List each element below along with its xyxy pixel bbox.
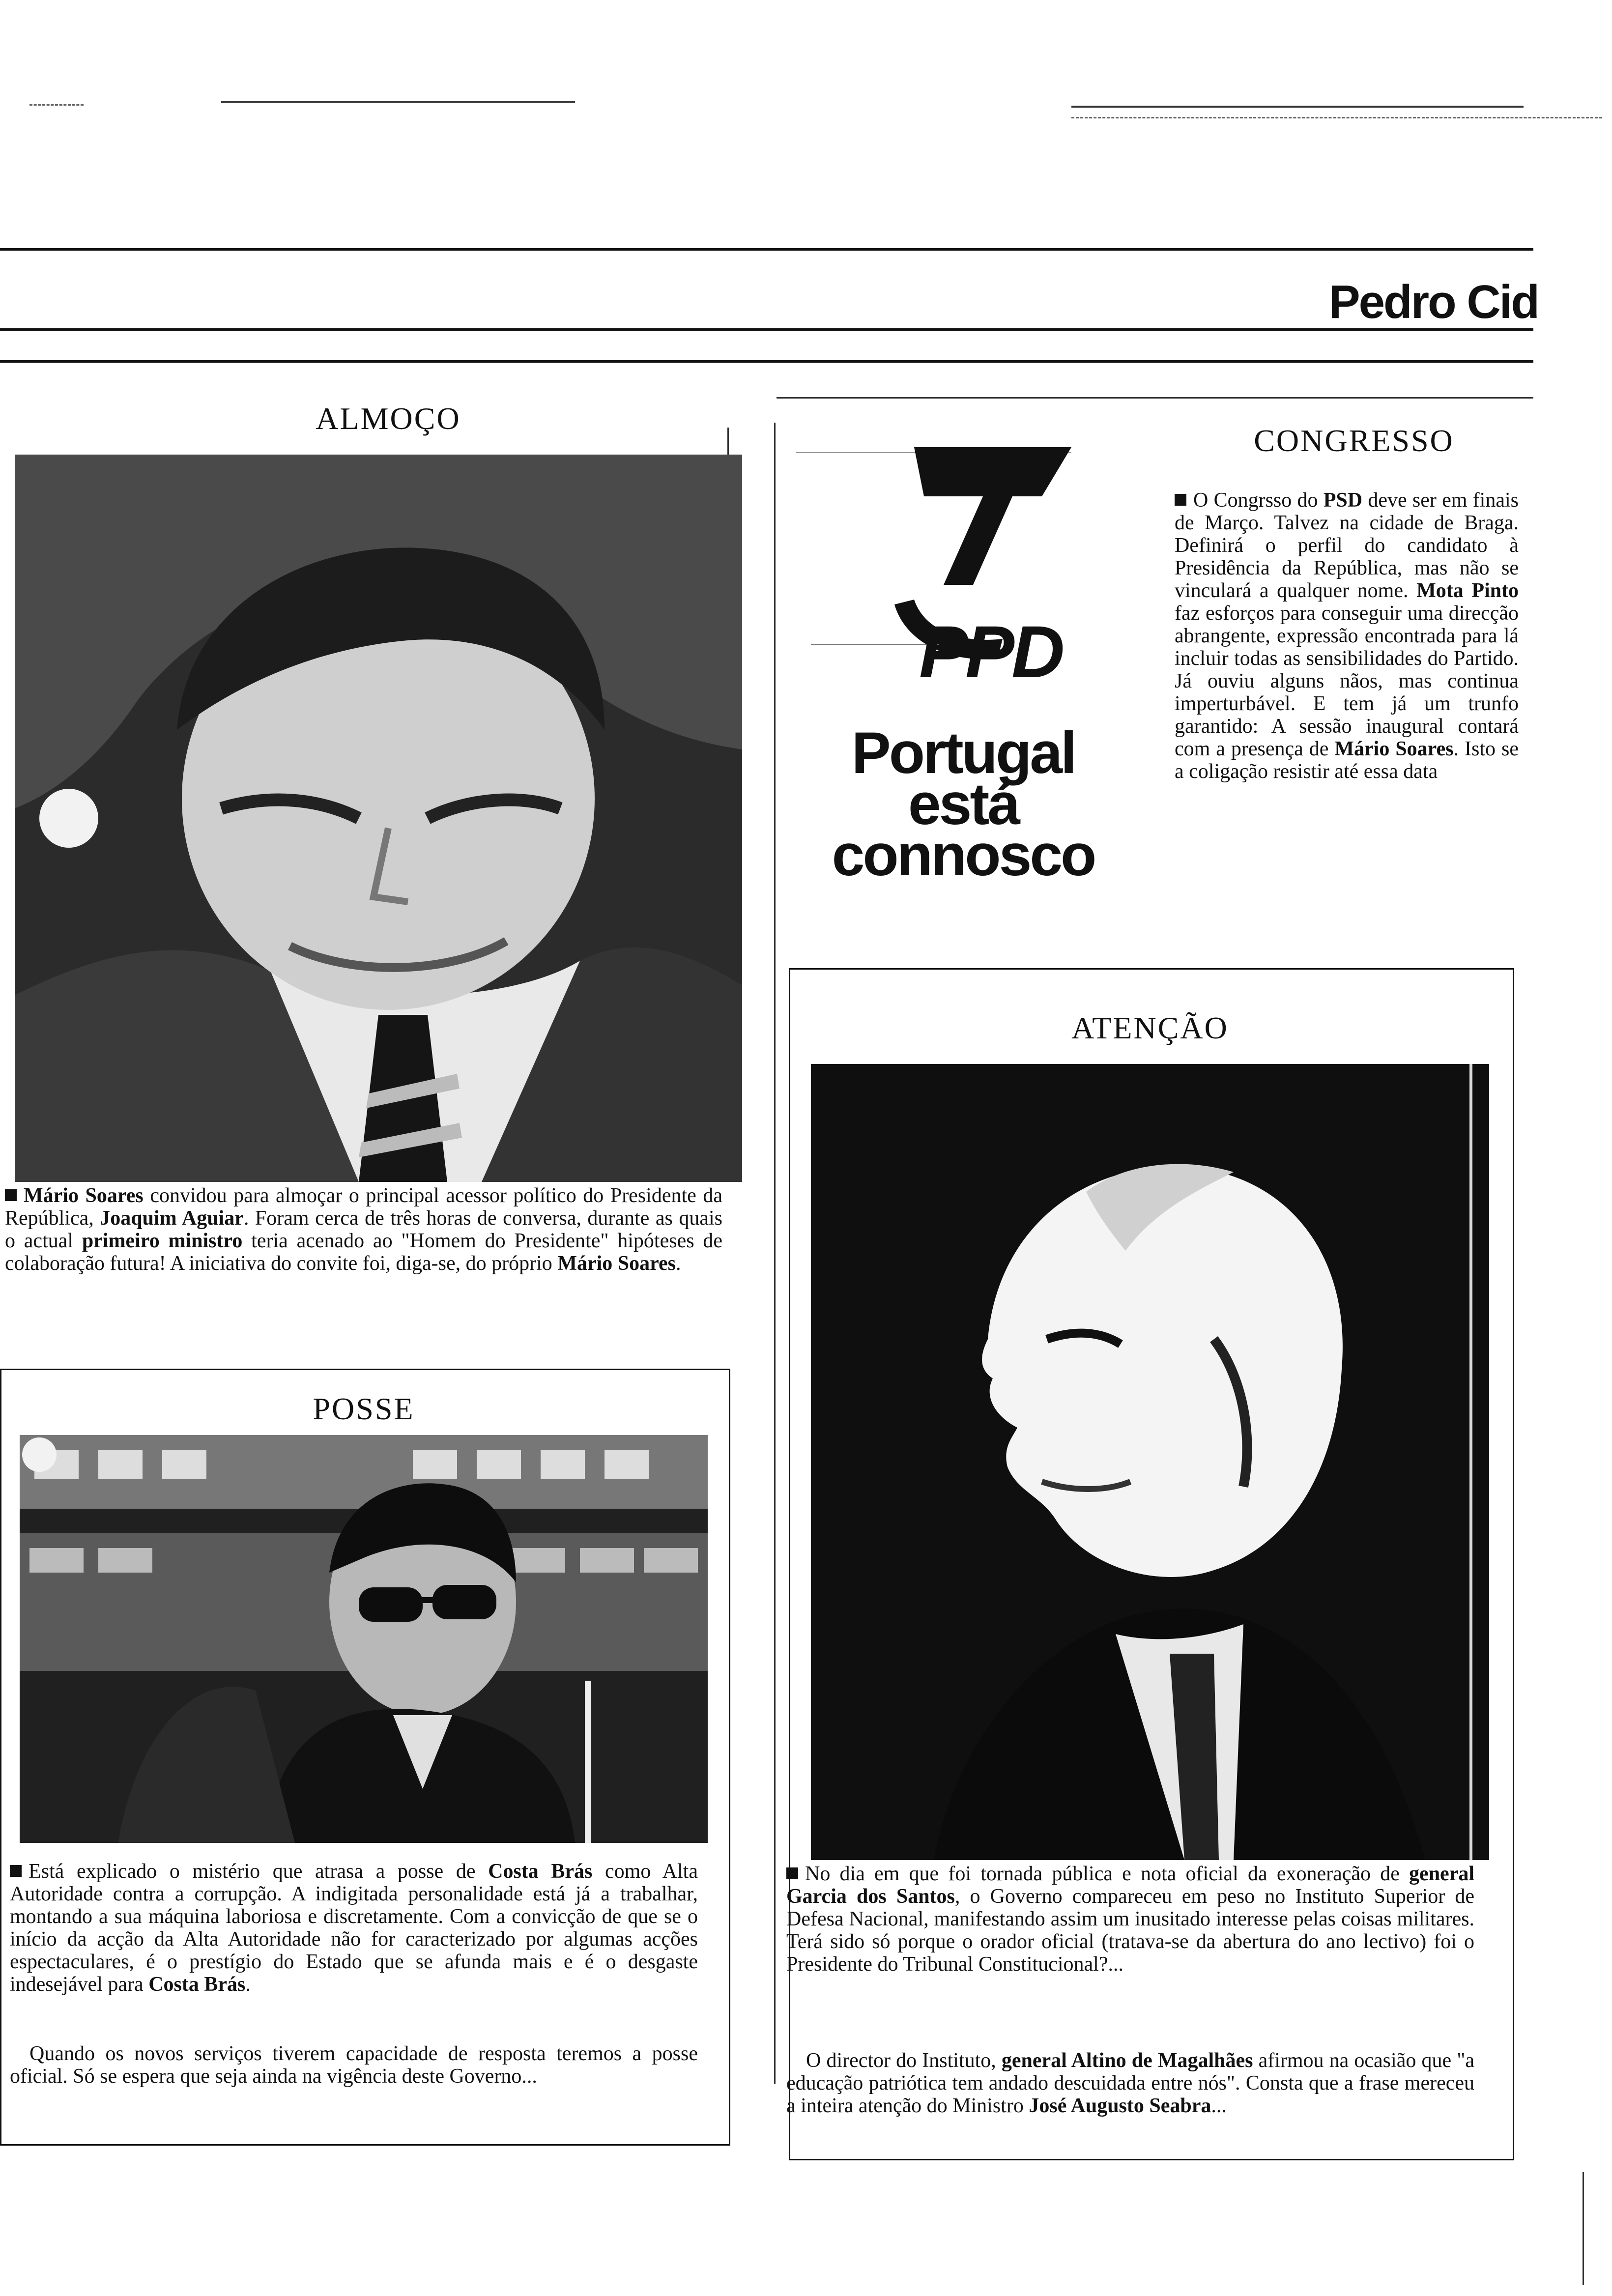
text-span: Está explicado o mistério que atrasa a posse de [29,1860,489,1883]
column-divider [774,423,776,2084]
text-span: No dia em que foi tornada pública e nota oficial da exoneração de [805,1863,1410,1885]
slogan-line-1: Portugal [851,720,1075,786]
heading-posse: POSSE [313,1391,415,1426]
slogan-line-3: connosco [832,822,1095,888]
scan-mark [29,104,84,106]
text-congresso [1175,489,1519,783]
bold-primeiro-ministro: primeiro ministro [82,1230,243,1252]
name-jose-augusto-seabra: José Augusto Seabra [1029,2095,1211,2117]
photo-almoco [15,455,742,1182]
header-rule-bottom [0,360,1533,363]
scan-mark [1071,117,1602,118]
name-garcia-dos-santos: general Garcia dos Santos [786,1863,1474,1908]
name-costa-bras-2: Costa Brás [148,1973,246,1996]
name-mario-soares: Mário Soares [24,1184,144,1207]
text-span: como Alta Autoridade contra a corrupção. A indigitada personalidade está já a trabalhar, montando a sua máquina laboriosa e discretamente. Com a convicção de que se o início da acção da Alta Autoridade não for caracterizado por algumas acções espectaculares, é o prestígio do Estado que se afunda mais e é o desgaste indesejável para [10,1860,698,1996]
name-joaquim-aguiar: Joaquim Aguiar [100,1207,244,1230]
text-span: . [676,1252,681,1275]
text-atencao-2 [786,2049,1474,2117]
bullet-square [10,1865,22,1877]
text-span: , o Governo compareceu em peso no Instituto Superior de Defesa Nacional, manifestando assim um inusitado interesse pelas coisas militares. Terá sido só porque o orador oficial (tratava-se da abertura do ano lectivo) foi o Presidente do Tribunal Constitucional?... [786,1885,1474,1976]
logo-ppd-letters: PPD [919,610,1062,693]
scan-mark [1583,2172,1584,2285]
text-almoco [5,1184,722,1275]
photo-posse [20,1435,708,1843]
text-span: convidou para almoçar o principal acessor político do Presidente da República, [5,1184,722,1230]
logo-slogan [826,720,1101,888]
text-span: teria acenado ao "Homem do Presidente" hipóteses de colaboração futura! A iniciativa do convite foi, diga-se, do próprio [5,1230,723,1275]
text-span: deve ser em finais de Março. Talvez na cidade de Braga. Definirá o perfil do candidato à Presidência da República, mas não se vinculará a qualquer nome. [1175,489,1519,602]
name-mario-soares-2: Mário Soares [557,1252,676,1275]
heading-almoco: ALMOÇO [316,401,461,436]
text-posse-1 [10,1860,698,1996]
bold-psd: PSD [1323,489,1363,512]
right-column-rule [777,397,1533,399]
header-rule-top [0,248,1533,251]
byline: Pedro Cid [1328,276,1538,328]
header-rule-middle [0,328,1533,331]
ppd-logo [796,423,1140,924]
slogan-line-2: está [908,771,1019,837]
text-posse-2: Quando os novos serviços tiverem capacidade de resposta teremos a posse oficial. Só se espera que seja ainda na vigência deste Governo... [10,2042,698,2088]
heading-congresso: CONGRESSO [1254,423,1454,458]
text-span: O director do Instituto, [806,2049,1002,2072]
heading-atencao: ATENÇÃO [1071,1010,1229,1045]
bullet-square [5,1189,17,1201]
name-mota-pinto: Mota Pinto [1416,579,1519,602]
scan-line [221,101,575,103]
text-span: . Foram cerca de três horas de conversa, durante as quais o actual [5,1207,722,1252]
name-altino-de-magalhaes: general Altino de Magalhães [1001,2049,1253,2072]
bullet-square [1175,494,1186,506]
bullet-square [786,1867,798,1879]
photo-atencao [811,1064,1489,1860]
text-span: . Isto se a coligação resistir até essa data [1175,738,1519,783]
name-costa-bras: Costa Brás [488,1860,593,1883]
text-span: O Congrsso do [1193,489,1324,512]
name-mario-soares-3: Mário Soares [1334,738,1454,760]
scan-line [1071,106,1524,108]
text-span: . [245,1973,251,1996]
text-span: afirmou na ocasião que "a educação patriótica tem andado descuidada entre nós". Consta que a frase mereceu a inteira atenção do Ministro [786,2049,1474,2117]
text-atencao-1 [786,1863,1474,1976]
text-span: faz esforços para conseguir uma direcção abrangente, expressão encontrada para lá incluir todas as sensibilidades do Partido. Já ouviu alguns nãos, mas continua imperturbável. E tem já um trunfo garantido: A sessão inaugural contará com a presença de [1175,602,1519,760]
text-span: ... [1211,2095,1227,2117]
